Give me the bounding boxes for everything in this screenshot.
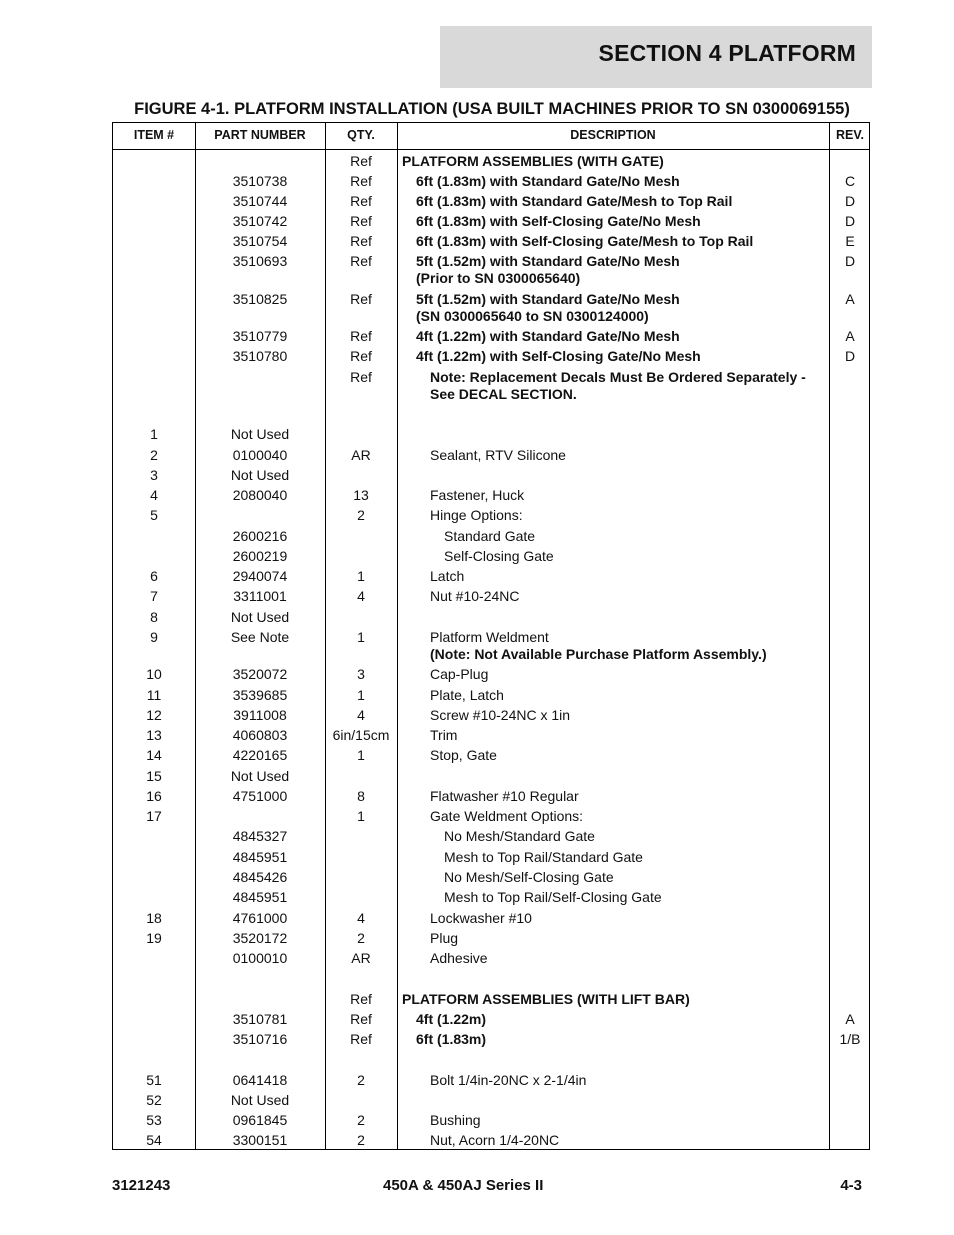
- description-line: Flatwasher #10 Regular: [430, 788, 579, 804]
- table-row: [113, 889, 869, 910]
- description-line: 6ft (1.83m): [416, 1031, 487, 1047]
- table-body: [113, 149, 869, 1152]
- table-row: [113, 507, 869, 528]
- item-number: 1: [150, 426, 158, 442]
- table-row: [113, 548, 869, 568]
- item-number: 9: [150, 629, 158, 645]
- table-row: [113, 828, 869, 849]
- description-line: No Mesh/Standard Gate: [444, 828, 595, 844]
- revision: D: [844, 253, 856, 269]
- description-line: Plug: [430, 930, 459, 946]
- part-number: 3510779: [232, 328, 288, 344]
- description: [397, 213, 829, 230]
- quantity: Ref: [350, 328, 372, 344]
- description: [397, 849, 829, 866]
- table-row: [113, 426, 869, 447]
- description: [397, 328, 829, 345]
- table-row: [113, 528, 869, 548]
- item-number: 3: [150, 467, 158, 483]
- revision: D: [844, 348, 856, 364]
- item-number: 2: [150, 447, 158, 463]
- table-row: [113, 930, 869, 950]
- part-number: 2600219: [232, 548, 288, 564]
- table-row: [113, 173, 869, 193]
- description: [397, 1112, 829, 1129]
- description-line: Trim: [430, 727, 458, 743]
- part-number: 3510754: [232, 233, 288, 249]
- footer-doc-number: 3121243: [112, 1177, 171, 1194]
- quantity: Ref: [350, 153, 372, 169]
- col-header-rev: REV.: [835, 128, 865, 142]
- revision: D: [844, 193, 856, 209]
- table-row: [113, 1031, 869, 1072]
- table-row: [113, 253, 869, 291]
- description: [397, 747, 829, 764]
- description: [397, 291, 829, 325]
- quantity: Ref: [350, 291, 372, 307]
- part-number: 3510780: [232, 348, 288, 364]
- description: [397, 447, 829, 464]
- item-number: 14: [146, 747, 162, 763]
- description: [397, 629, 829, 663]
- description-line: Gate Weldment Options:: [430, 808, 584, 824]
- description-line: Nut, Acorn 1/4-20NC: [430, 1132, 560, 1148]
- description: [397, 1132, 829, 1149]
- quantity: 2: [357, 1132, 365, 1148]
- col-header-qty: QTY.: [347, 128, 375, 142]
- figure-title: FIGURE 4-1. PLATFORM INSTALLATION (USA BUILT MACHINES PRIOR TO SN 0300069155): [134, 100, 850, 118]
- quantity: 2: [357, 1112, 365, 1128]
- part-number: 3510825: [232, 291, 288, 307]
- description-line: Adhesive: [430, 950, 488, 966]
- description: [397, 910, 829, 927]
- description-line: 4ft (1.22m): [416, 1011, 487, 1027]
- description-line: (Note: Not Available Purchase Platform Assembly.): [430, 646, 767, 662]
- description-line: PLATFORM ASSEMBLIES (WITH GATE): [402, 153, 664, 169]
- quantity: Ref: [350, 253, 372, 269]
- part-number: Not Used: [230, 609, 290, 625]
- table-row: [113, 487, 869, 507]
- part-number: 3300151: [232, 1132, 288, 1148]
- item-number: 53: [146, 1112, 162, 1128]
- table-row: [113, 609, 869, 629]
- description-line: 4ft (1.22m) with Standard Gate/No Mesh: [416, 328, 680, 344]
- item-number: 52: [146, 1092, 162, 1108]
- description: [397, 1031, 829, 1048]
- description: [397, 1011, 829, 1028]
- part-number: 0961845: [232, 1112, 288, 1128]
- table-row: [113, 588, 869, 609]
- quantity: 4: [357, 910, 365, 926]
- description: [397, 828, 829, 845]
- part-number: 4761000: [232, 910, 288, 926]
- description-line: (Prior to SN 0300065640): [416, 270, 581, 286]
- description-line: Lockwasher #10: [430, 910, 532, 926]
- part-number: See Note: [230, 629, 290, 645]
- quantity: Ref: [350, 369, 372, 385]
- description: [397, 253, 829, 287]
- footer-model: 450A & 450AJ Series II: [383, 1177, 544, 1194]
- description-line: Plate, Latch: [430, 687, 504, 703]
- description-line: 5ft (1.52m) with Standard Gate/No Mesh: [416, 291, 680, 307]
- description-line: Hinge Options:: [430, 507, 523, 523]
- table-row: [113, 1112, 869, 1132]
- table-row: [113, 747, 869, 768]
- table-row: [113, 153, 869, 173]
- quantity: 3: [357, 666, 365, 682]
- description: [397, 991, 829, 1008]
- table-row: [113, 849, 869, 869]
- description: [397, 153, 829, 170]
- part-number: 3510716: [232, 1031, 288, 1047]
- part-number: 2940074: [232, 568, 288, 584]
- table-row: [113, 1132, 869, 1152]
- table-row: [113, 629, 869, 666]
- quantity: 1: [357, 687, 365, 703]
- description: [397, 348, 829, 365]
- parts-table: [112, 122, 870, 1150]
- quantity: 2: [357, 507, 365, 523]
- quantity: Ref: [350, 173, 372, 189]
- revision: 1/B: [839, 1031, 861, 1047]
- table-row: [113, 727, 869, 747]
- quantity: Ref: [350, 991, 372, 1007]
- revision: A: [845, 291, 855, 307]
- description-line: Bushing: [430, 1112, 481, 1128]
- quantity: AR: [351, 447, 371, 463]
- table-row: [113, 768, 869, 788]
- quantity: 1: [357, 629, 365, 645]
- part-number: Not Used: [230, 426, 290, 442]
- table-row: [113, 328, 869, 348]
- description-line: Cap-Plug: [430, 666, 489, 682]
- description: [397, 687, 829, 704]
- table-row: [113, 687, 869, 707]
- revision: A: [845, 1011, 855, 1027]
- table-row: [113, 666, 869, 687]
- quantity: Ref: [350, 233, 372, 249]
- section-title: SECTION 4 PLATFORM: [598, 40, 856, 66]
- footer-page-number: 4-3: [840, 1177, 862, 1194]
- table-row: [113, 568, 869, 588]
- revision: A: [845, 328, 855, 344]
- description: [397, 588, 829, 605]
- part-number: 3311001: [233, 588, 287, 604]
- description: [397, 930, 829, 947]
- part-number: 3520072: [232, 666, 288, 682]
- item-number: 11: [146, 687, 162, 703]
- item-number: 51: [146, 1072, 162, 1088]
- description: [397, 507, 829, 524]
- quantity: 13: [353, 487, 369, 503]
- part-number: 4751000: [232, 788, 288, 804]
- part-number: 3510742: [232, 213, 288, 229]
- item-number: 12: [146, 707, 162, 723]
- table-row: [113, 950, 869, 991]
- table-row: [113, 193, 869, 213]
- item-number: 15: [146, 768, 162, 784]
- part-number: 0100010: [232, 950, 288, 966]
- quantity: 4: [357, 707, 365, 723]
- part-number: 2080040: [232, 487, 288, 503]
- quantity: 2: [357, 1072, 365, 1088]
- description-line: No Mesh/Self-Closing Gate: [444, 869, 614, 885]
- description-line: Note: Replacement Decals Must Be Ordered Separately -: [430, 369, 806, 385]
- part-number: 4845951: [232, 889, 288, 905]
- quantity: 1: [357, 808, 365, 824]
- description-line: 5ft (1.52m) with Standard Gate/No Mesh: [416, 253, 680, 269]
- description-line: Standard Gate: [444, 528, 536, 544]
- description-line: Stop, Gate: [430, 747, 497, 763]
- part-number: Not Used: [230, 768, 290, 784]
- table-row: [113, 788, 869, 808]
- table-row: [113, 369, 869, 426]
- table-row: [113, 1092, 869, 1112]
- description-line: 6ft (1.83m) with Self-Closing Gate/Mesh to Top Rail: [416, 233, 754, 249]
- col-header-part-number: PART NUMBER: [214, 128, 306, 142]
- table-row: [113, 213, 869, 233]
- table-row: [113, 1072, 869, 1092]
- description-line: Bolt 1/4in-20NC x 2-1/4in: [430, 1072, 587, 1088]
- description-line: Mesh to Top Rail/Self-Closing Gate: [444, 889, 662, 905]
- part-number: 3911008: [233, 707, 287, 723]
- description: [397, 666, 829, 683]
- part-number: 3539685: [232, 687, 288, 703]
- description: [397, 528, 829, 545]
- item-number: 10: [146, 666, 162, 682]
- description: [397, 193, 829, 210]
- part-number: 4220165: [232, 747, 288, 763]
- quantity: 4: [357, 588, 365, 604]
- description: [397, 487, 829, 504]
- part-number: 0641418: [232, 1072, 288, 1088]
- quantity: 1: [357, 747, 365, 763]
- quantity: AR: [351, 950, 371, 966]
- col-header-item: ITEM #: [133, 128, 175, 142]
- description: [397, 889, 829, 906]
- quantity: 8: [357, 788, 365, 804]
- quantity: Ref: [350, 1031, 372, 1047]
- description-line: Sealant, RTV Silicone: [430, 447, 566, 463]
- description: [397, 788, 829, 805]
- table-row: [113, 707, 869, 727]
- description-line: Screw #10-24NC x 1in: [430, 707, 571, 723]
- table-row: [113, 447, 869, 467]
- table-row: [113, 467, 869, 487]
- quantity: Ref: [350, 348, 372, 364]
- description-line: PLATFORM ASSEMBLIES (WITH LIFT BAR): [402, 991, 690, 1007]
- part-number: 3510738: [232, 173, 288, 189]
- description: [397, 950, 829, 967]
- part-number: 2600216: [232, 528, 288, 544]
- quantity: Ref: [350, 1011, 372, 1027]
- table-row: [113, 869, 869, 889]
- part-number: 3510693: [232, 253, 288, 269]
- section-header: [440, 26, 872, 88]
- description-line: 6ft (1.83m) with Standard Gate/No Mesh: [416, 173, 680, 189]
- revision: E: [845, 233, 855, 249]
- part-number: 3510744: [232, 193, 288, 209]
- description-line: Latch: [430, 568, 465, 584]
- quantity: Ref: [350, 193, 372, 209]
- item-number: 54: [146, 1132, 162, 1148]
- quantity: Ref: [350, 213, 372, 229]
- part-number: 4845951: [232, 849, 288, 865]
- item-number: 19: [146, 930, 162, 946]
- part-number: 4845327: [232, 828, 288, 844]
- quantity: 6in/15cm: [332, 727, 390, 743]
- description-line: See DECAL SECTION.: [430, 386, 577, 402]
- part-number: 3520172: [232, 930, 288, 946]
- description: [397, 568, 829, 585]
- part-number: 3510781: [232, 1011, 288, 1027]
- description-line: Platform Weldment: [430, 629, 549, 645]
- description: [397, 173, 829, 190]
- description-line: (SN 0300065640 to SN 0300124000): [416, 308, 649, 324]
- table-row: [113, 910, 869, 930]
- col-header-description: DESCRIPTION: [570, 128, 656, 142]
- item-number: 6: [150, 568, 158, 584]
- table-row: [113, 1011, 869, 1031]
- part-number: 4845426: [232, 869, 288, 885]
- description: [397, 548, 829, 565]
- table-row: [113, 233, 869, 253]
- description-line: Fastener, Huck: [430, 487, 525, 503]
- part-number: 4060803: [232, 727, 288, 743]
- description: [397, 727, 829, 744]
- quantity: 2: [357, 930, 365, 946]
- item-number: 16: [146, 788, 162, 804]
- item-number: 13: [146, 727, 162, 743]
- description-line: Self-Closing Gate: [444, 548, 554, 564]
- part-number: Not Used: [230, 1092, 290, 1108]
- description: [397, 707, 829, 724]
- description: [397, 808, 829, 825]
- item-number: 4: [150, 487, 158, 503]
- description-line: Mesh to Top Rail/Standard Gate: [444, 849, 643, 865]
- description: [397, 1072, 829, 1089]
- item-number: 7: [150, 588, 158, 604]
- description-line: Nut #10-24NC: [430, 588, 520, 604]
- table-row: [113, 808, 869, 828]
- description-line: 6ft (1.83m) with Standard Gate/Mesh to Top Rail: [416, 193, 733, 209]
- item-number: 8: [150, 609, 158, 625]
- description-line: 6ft (1.83m) with Self-Closing Gate/No Mesh: [416, 213, 701, 229]
- description: [397, 233, 829, 250]
- part-number: 0100040: [232, 447, 288, 463]
- table-row: [113, 348, 869, 369]
- item-number: 18: [146, 910, 162, 926]
- description: [397, 869, 829, 886]
- table-row: [113, 291, 869, 328]
- item-number: 17: [146, 808, 162, 824]
- quantity: 1: [357, 568, 365, 584]
- part-number: Not Used: [230, 467, 290, 483]
- item-number: 5: [150, 507, 158, 523]
- description-line: 4ft (1.22m) with Self-Closing Gate/No Mesh: [416, 348, 701, 364]
- revision: D: [844, 213, 856, 229]
- revision: C: [844, 173, 856, 189]
- description: [397, 369, 829, 403]
- table-row: [113, 991, 869, 1011]
